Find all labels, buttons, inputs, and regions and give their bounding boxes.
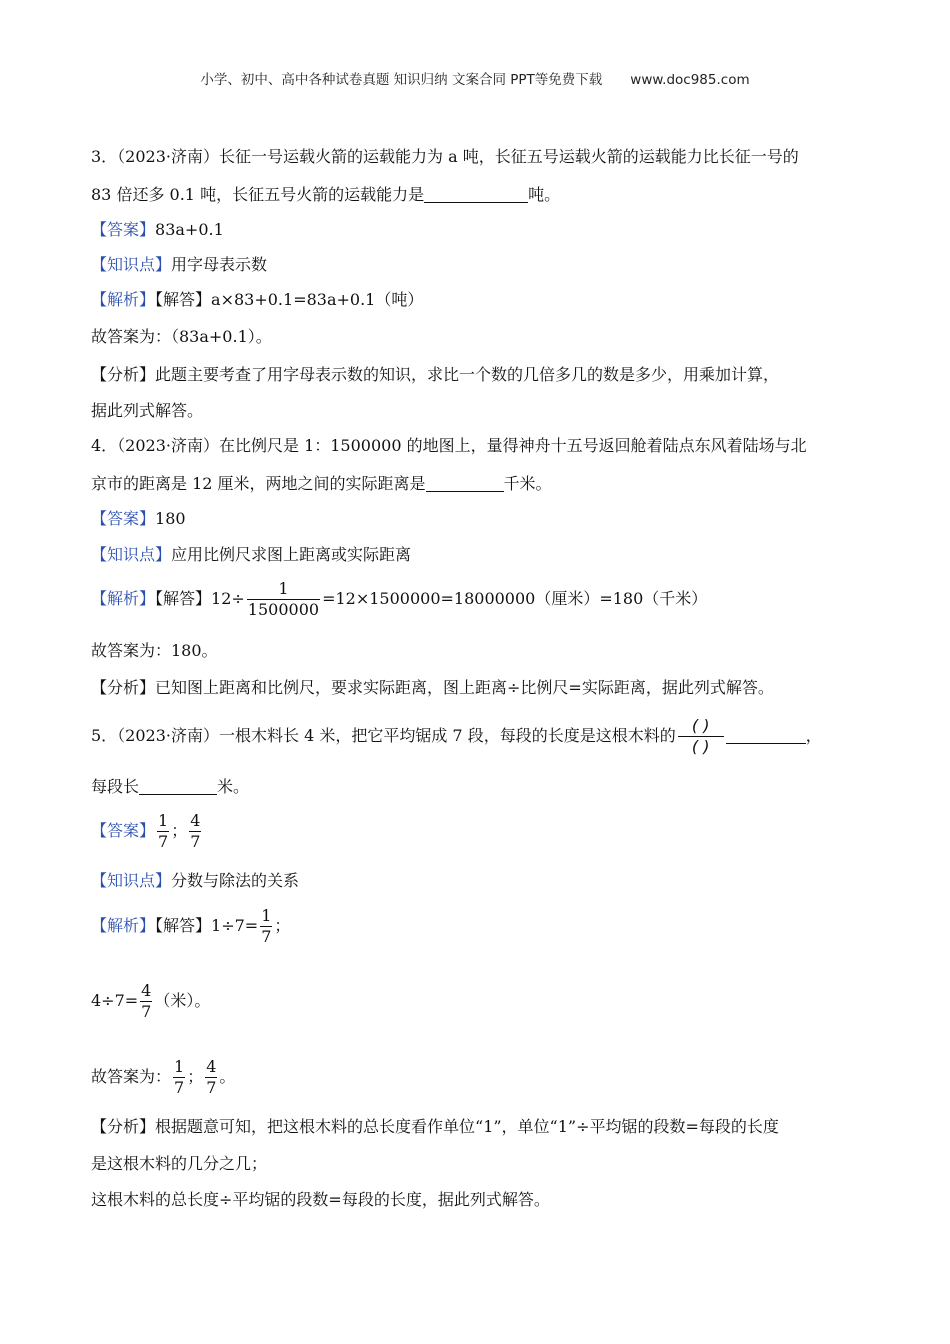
q4-answer-blank: [426, 475, 504, 492]
q4-knowledge: 【知识点】应用比例尺求图上距离或实际距离: [91, 545, 412, 564]
q5-solution-line1: 【解析】【解答】1÷7= $\frac{1}{7}$ ；: [91, 905, 291, 947]
q3-analysis-line1: 【分析】此题主要考查了用字母表示数的知识，求比一个数的几倍多几的数是多少，用乘加计算，: [91, 365, 780, 384]
q5-solution-line2: 4÷7= $\frac{4}{7}$ （米）。: [91, 980, 211, 1022]
header-url[interactable]: www.doc985.com: [630, 72, 750, 88]
q4-answer: 【答案】180: [91, 509, 186, 528]
q4-stem-line1: 4．（2023·济南）在比例尺是 1：1500000 的地图上，量得神舟十五号返回舱着陆点东风着陆场与北: [91, 436, 807, 455]
q5-analysis-line2: 是这根木料的几分之几；: [91, 1154, 268, 1173]
q3-stem-line1: 3．（2023·济南）长征一号运载火箭的运载能力为 a 吨，长征五号运载火箭的运载能力比长征一号的: [91, 147, 799, 166]
q5-blank-fraction: $\frac{( )}{( )}$: [678, 716, 724, 757]
q3-final: 故答案为：（83a+0.1）。: [91, 327, 272, 346]
q5-final: 故答案为： $\frac{1}{7}$ ； $\frac{4}{7}$ 。: [91, 1056, 236, 1098]
q3-knowledge: 【知识点】用字母表示数: [91, 255, 268, 274]
q4-analysis: 【分析】已知图上距离和比例尺，要求实际距离，图上距离÷比例尺=实际距离，据此列式解答。: [91, 678, 774, 697]
page-header: [0, 68, 950, 88]
q4-final: 故答案为：180。: [91, 641, 218, 660]
q5-stem-line2: 每段长 米。: [91, 777, 250, 796]
header-text: 小学、初中、高中各种试卷真题 知识归纳 文案合同 PPT等免费下载: [200, 72, 603, 88]
q5-analysis-line3: 这根木料的总长度÷平均锯的段数=每段的长度，据此列式解答。: [91, 1190, 550, 1209]
q3-stem-line2: 83 倍还多 0.1 吨，长征五号火箭的运载能力是 吨。: [91, 185, 561, 204]
q5-answer: 【答案】 $\frac{1}{7}$ ； $\frac{4}{7}$: [91, 810, 201, 852]
q4-solution-fraction: $\frac{1}{1500000}$: [247, 578, 320, 620]
q3-answer: 【答案】83a+0.1: [91, 220, 224, 239]
q5-stem-line1: 5．（2023·济南）一根木料长 4 米，把它平均锯成 7 段，每段的长度是这根木料的 $\frac{( )}{( )}$ ，: [91, 715, 822, 757]
q3-analysis-line2: 据此列式解答。: [91, 401, 204, 420]
q4-stem-line2: 京市的距离是 12 厘米，两地之间的实际距离是 千米。: [91, 474, 552, 493]
q4-solution: 【解析】【解答】12÷ $\frac{1}{1500000}$ =12×1500000=18000000（厘米）=180（千米）: [91, 578, 708, 620]
q5-analysis-line1: 【分析】根据题意可知，把这根木料的总长度看作单位“1”，单位“1”÷平均锯的段数=每段的长度: [91, 1117, 779, 1136]
q3-answer-blank: [424, 186, 528, 203]
q5-answer-blank-2: [139, 778, 217, 795]
q3-solution: 【解析】【解答】a×83+0.1=83a+0.1（吨）: [91, 290, 424, 309]
q5-answer-blank-1: [726, 727, 806, 744]
q5-knowledge: 【知识点】分数与除法的关系: [91, 871, 300, 890]
